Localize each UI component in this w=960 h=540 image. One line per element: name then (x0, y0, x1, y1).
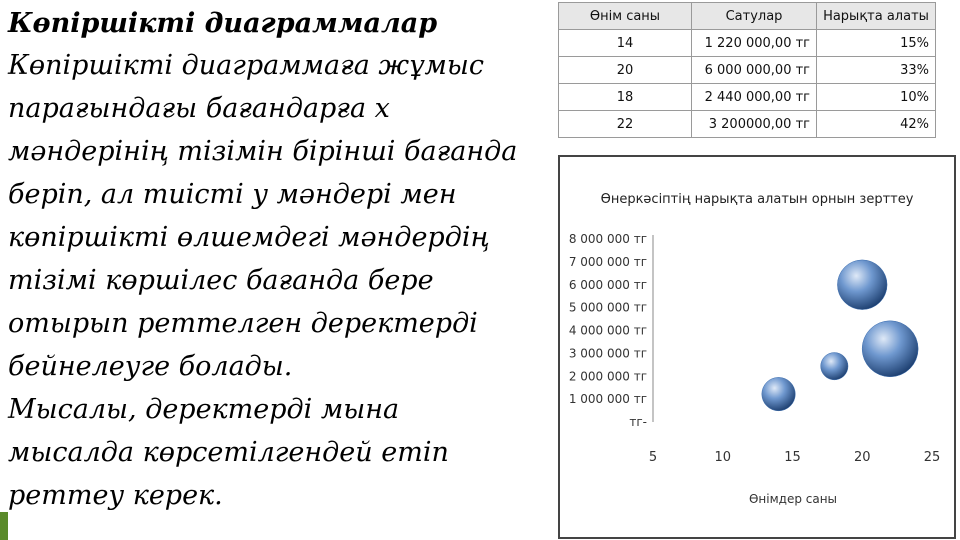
x-tick-label: 10 (714, 450, 732, 465)
x-axis (649, 450, 940, 465)
x-tick-label: 20 (853, 450, 871, 465)
bubble-point (821, 353, 848, 380)
y-tick-label: 7 000 000 тг (568, 254, 647, 269)
table-row (559, 30, 936, 57)
y-tick-label: 8 000 000 тг (568, 232, 647, 246)
table-cell: 22 (559, 111, 692, 138)
x-tick-label: 25 (923, 450, 941, 465)
table-row (559, 84, 936, 111)
slide-text (8, 4, 553, 517)
bubble-point (862, 321, 918, 377)
x-tick-label: 15 (784, 450, 801, 465)
table-cell: 20 (559, 57, 692, 84)
chart-canvas (560, 157, 954, 537)
slide-heading: Көпіршікті диаграммалар (8, 8, 438, 39)
data-table (558, 2, 936, 138)
table-cell: 10% (817, 84, 936, 111)
x-axis-label: Өнімдер саны (748, 492, 838, 506)
table-cell: 1 220 000,00 тг (692, 30, 817, 57)
table-cell: 14 (559, 30, 692, 57)
slide-paragraph: Көпіршікті диаграммаға жұмыс парағындағы бағандарға х мәндерінің тізімін бірінші бағанда беріп, ал тиісті у мәндері мен көпіршікті өлшемдегі мәндердің тізімі көршілес бағанда бере отырып реттелген деректерді бейнелеуге болады. Мысалы, деректерді мына мысалда көрсетілгендей етіп реттеу керек. (8, 50, 518, 511)
table-cell: 18 (559, 84, 692, 111)
chart-title: Өнеркәсіптің нарықта алатын орнын зерттеу (600, 192, 914, 207)
bubble-series (762, 260, 918, 411)
bubble-point (762, 377, 795, 410)
y-tick-label: 2 000 000 тг (568, 369, 647, 384)
table-cell: 33% (817, 57, 936, 84)
table-header-row (559, 3, 936, 30)
bubble-point (837, 260, 887, 310)
y-tick-label: 6 000 000 тг (568, 277, 647, 292)
y-axis (569, 232, 647, 429)
x-tick-label: 5 (648, 450, 658, 465)
header-cell: Нарықта алаты (817, 3, 936, 30)
y-tick-label: 3 000 000 тг (568, 346, 647, 361)
table-cell: 3 200000,00 тг (692, 111, 817, 138)
header-cell: Сатулар (692, 3, 817, 30)
table-cell: 2 440 000,00 тг (692, 84, 817, 111)
bubble-chart (558, 155, 956, 539)
table-cell: 15% (817, 30, 936, 57)
y-tick-label: тг- (629, 415, 647, 429)
accent-bar (0, 512, 8, 540)
table-cell: 6 000 000,00 тг (692, 57, 817, 84)
header-cell: Өнім саны (559, 3, 692, 30)
y-tick-label: 4 000 000 тг (568, 323, 647, 338)
table-row (559, 57, 936, 84)
y-tick-label: 5 000 000 тг (568, 300, 647, 315)
table-row (559, 111, 936, 138)
table-cell: 42% (817, 111, 936, 138)
y-tick-label: 1 000 000 тг (568, 392, 647, 407)
